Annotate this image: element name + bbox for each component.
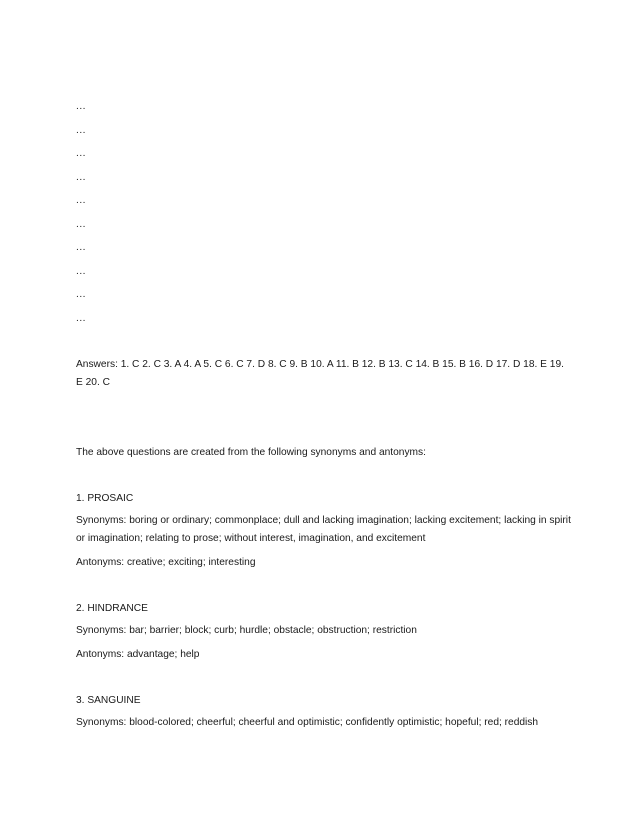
- ellipsis-line: ...: [76, 242, 86, 253]
- ellipsis-line: ...: [76, 101, 86, 112]
- ellipsis-line: ...: [76, 312, 86, 324]
- ellipsis-line: ...: [76, 218, 86, 230]
- ellipsis-list: [76, 95, 571, 330]
- ellipsis-line: ...: [76, 265, 86, 277]
- answer-key: Answers: 1. C 2. C 3. A 4. A 5. C 6. C 7. D 8. C 9. B 10. A 11. B 12. B 13. C 14. B 15. B 16. D 17. D 18. E 19. E 20. C: [76, 359, 564, 388]
- ellipsis-line: ...: [76, 171, 86, 183]
- intro-paragraph: The above questions are created from the following synonyms and antonyms:: [76, 447, 426, 458]
- entry-term: 2. HINDRANCE: [76, 603, 148, 614]
- entry-antonyms: Antonyms: creative; exciting; interesting: [76, 557, 256, 568]
- entry-synonyms: Synonyms: boring or ordinary; commonplace; dull and lacking imagination; lacking excitement; lacking in spirit or imagination; relating to prose; without interest, imagination, and excitement: [76, 515, 571, 544]
- document-page: [76, 95, 571, 732]
- entry-prosaic: [76, 490, 571, 572]
- entry-hindrance: [76, 600, 571, 664]
- entry-antonyms: Antonyms: advantage; help: [76, 649, 200, 660]
- entry-sanguine: [76, 692, 571, 732]
- entry-term: 3. SANGUINE: [76, 695, 141, 706]
- entry-term: 1. PROSAIC: [76, 493, 134, 504]
- entry-synonyms: Synonyms: blood-colored; cheerful; cheerful and optimistic; confidently optimistic; hopeful; red; reddish: [76, 717, 539, 728]
- ellipsis-line: ...: [76, 124, 86, 136]
- entry-synonyms: Synonyms: bar; barrier; block; curb; hurdle; obstacle; obstruction; restriction: [76, 625, 417, 636]
- ellipsis-line: ...: [76, 148, 86, 159]
- ellipsis-line: ...: [76, 195, 86, 206]
- ellipsis-line: ...: [76, 289, 86, 300]
